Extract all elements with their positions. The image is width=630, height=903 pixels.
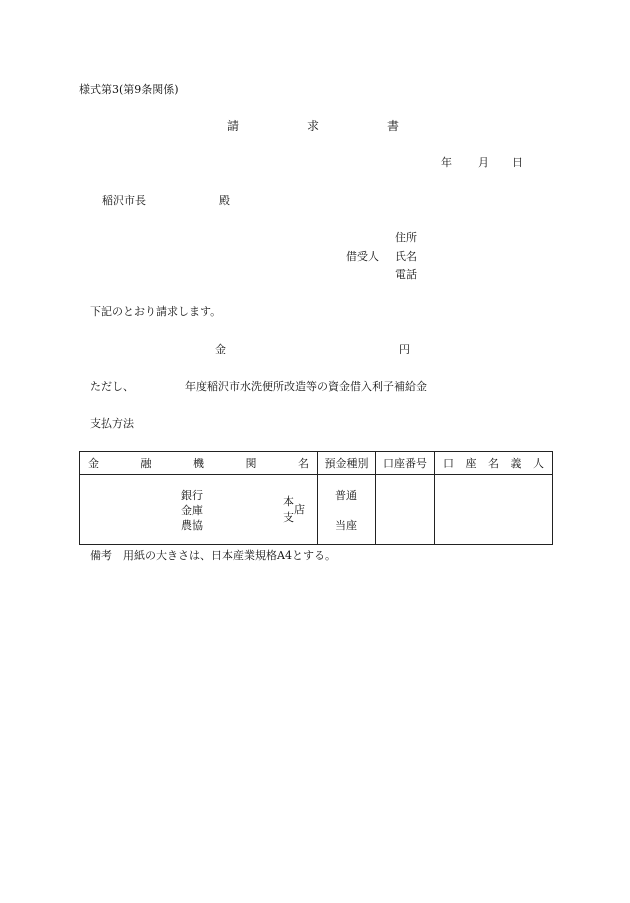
institution-type-bank: 銀行	[181, 489, 203, 502]
header-deposit-type: 預金種別	[318, 452, 376, 475]
borrower-name-label: 氏名	[395, 250, 417, 263]
header-institution-char: 金	[88, 457, 99, 470]
deposit-type-cell	[318, 475, 376, 545]
request-text: 下記のとおり請求します。	[90, 305, 222, 318]
header-holder-char: 名	[488, 457, 499, 470]
header-institution	[80, 452, 318, 475]
remarks: 備考 用紙の大きさは、日本産業規格A4とする。	[90, 549, 336, 562]
date-day: 日	[512, 156, 523, 169]
table-header-row	[80, 452, 553, 475]
header-account-holder	[435, 452, 553, 475]
institution-type-shinkin: 金庫	[181, 504, 203, 517]
header-holder-char: 口	[443, 457, 454, 470]
account-holder-cell	[435, 475, 553, 545]
form-number: 様式第3(第9条関係)	[79, 83, 179, 96]
table-body-row	[80, 475, 553, 545]
borrower-role: 借受人	[346, 250, 379, 263]
bank-account-table	[79, 451, 553, 545]
addressee-name: 稲沢市長	[102, 194, 146, 207]
header-holder-char: 座	[465, 457, 477, 470]
institution-type-nokyo: 農協	[181, 519, 203, 532]
branch-suffix: 店	[294, 503, 305, 516]
borrower-address-label: 住所	[395, 231, 417, 244]
deposit-type-ordinary: 普通	[335, 489, 357, 502]
amount-unit: 円	[399, 343, 410, 356]
header-institution-char: 名	[298, 457, 309, 470]
deposit-type-current: 当座	[335, 519, 357, 532]
header-holder-char: 義	[510, 457, 522, 470]
branch-branch: 支	[283, 511, 294, 524]
header-institution-char: 融	[140, 457, 152, 470]
amount-prefix: 金	[215, 343, 226, 356]
title-char-3: 書	[387, 119, 400, 133]
account-number-cell	[376, 475, 435, 545]
borrower-phone-label: 電話	[395, 268, 417, 281]
title-char-1: 請	[227, 119, 240, 133]
header-holder-char: 人	[533, 457, 544, 470]
header-account-number: 口座番号	[376, 452, 435, 475]
institution-cell	[80, 475, 318, 545]
addressee-honorific: 殿	[219, 194, 230, 207]
date-year: 年	[441, 156, 452, 169]
payment-method-label: 支払方法	[90, 417, 134, 430]
header-institution-char: 関	[245, 457, 257, 470]
branch-main: 本	[283, 495, 294, 508]
title-char-2: 求	[307, 119, 320, 133]
proviso-lead: ただし、	[90, 380, 134, 393]
header-institution-char: 機	[193, 457, 204, 470]
proviso-text: 年度稲沢市水洗便所改造等の資金借入利子補給金	[185, 380, 427, 393]
date-month: 月	[478, 156, 489, 169]
